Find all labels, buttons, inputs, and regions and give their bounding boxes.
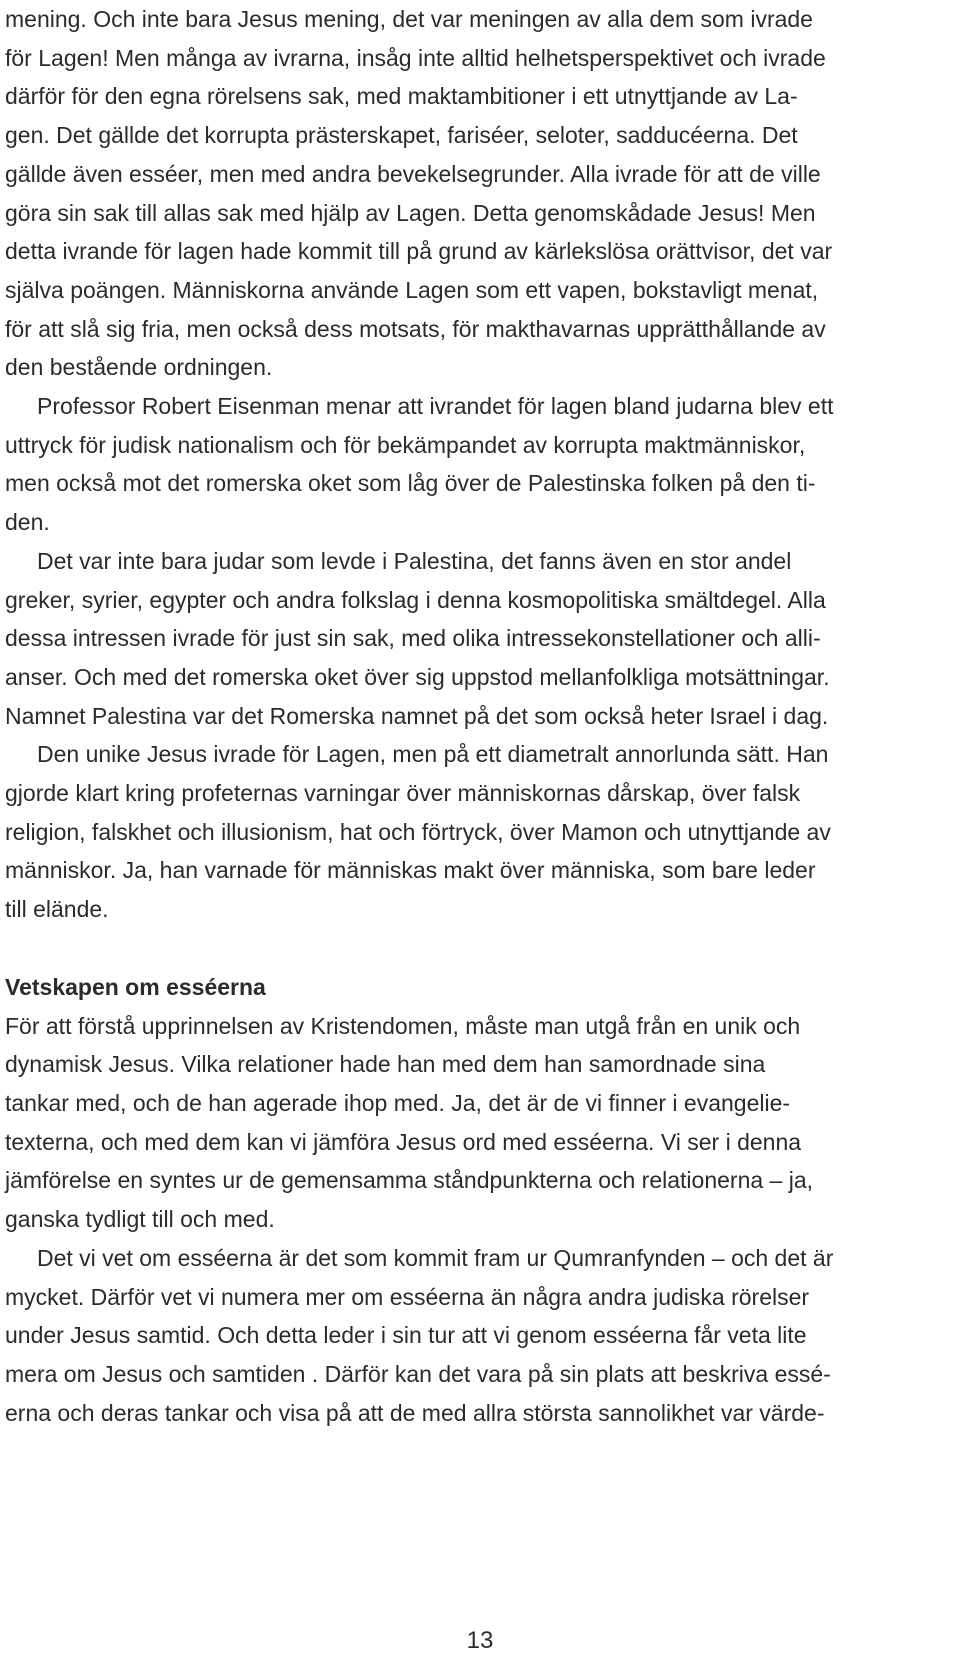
text-line: människor. Ja, han varnade för människas makt över människa, som bare leder xyxy=(5,857,816,884)
paragraph xyxy=(5,387,955,542)
text-line: men också mot det romerska oket som låg över de Palestinska folken på den ti- xyxy=(5,470,816,497)
body-text-bottom xyxy=(5,1007,955,1433)
section-gap xyxy=(5,929,955,968)
paragraph xyxy=(5,735,955,929)
text-line: För att förstå upprinnelsen av Kristendomen, måste man utgå från en unik och xyxy=(5,1012,801,1039)
text-line: själva poängen. Människorna använde Lagen som ett vapen, bokstavligt menat, xyxy=(5,276,819,303)
body-text-top xyxy=(5,0,955,929)
text-line: anser. Och med det romerska oket över sig uppstod mellanfolkliga motsättningar. xyxy=(5,663,830,690)
text-line: texterna, och med dem kan vi jämföra Jesus ord med esséerna. Vi ser i denna xyxy=(5,1128,802,1155)
text-line: detta ivrande för lagen hade kommit till på grund av kärlekslösa orättvisor, det var xyxy=(5,238,833,265)
text-line: till elände. xyxy=(5,896,109,923)
text-line: under Jesus samtid. Och detta leder i sin tur att vi genom esséerna får veta lite xyxy=(5,1322,807,1349)
text-line: Den unike Jesus ivrade för Lagen, men på ett diametralt annorlunda sätt. Han xyxy=(37,741,829,768)
text-line: Professor Robert Eisenman menar att ivrandet för lagen bland judarna blev ett xyxy=(37,393,834,420)
text-line: Det var inte bara judar som levde i Palestina, det fanns även en stor andel xyxy=(37,547,792,574)
text-line: tankar med, och de han agerade ihop med. Ja, det är de vi finner i evangelie- xyxy=(5,1089,791,1116)
text-line: gjorde klart kring profeternas varningar över människornas dårskap, över falsk xyxy=(5,780,801,807)
text-line: ganska tydligt till och med. xyxy=(5,1206,275,1233)
text-line: mycket. Därför vet vi numera mer om esséerna än några andra judiska rörelser xyxy=(5,1283,810,1310)
document-page xyxy=(5,0,955,1432)
page-number: 13 xyxy=(466,1627,494,1654)
text-line: den. xyxy=(5,509,50,536)
text-line: Namnet Palestina var det Romerska namnet på det som också heter Israel i dag. xyxy=(5,702,829,729)
text-line: därför för den egna rörelsens sak, med maktambitioner i ett utnyttjande av La- xyxy=(5,83,798,110)
text-line: erna och deras tankar och visa på att de med allra största sannolikhet var värde- xyxy=(5,1399,825,1426)
text-line: religion, falskhet och illusionism, hat och förtryck, över Mamon och utnyttjande av xyxy=(5,818,831,845)
paragraph xyxy=(5,1007,955,1239)
text-line: gällde även esséer, men med andra bevekelsegrunder. Alla ivrade för att de ville xyxy=(5,160,821,187)
text-line: jämförelse en syntes ur de gemensamma ståndpunkterna och relationerna – ja, xyxy=(5,1167,814,1194)
text-line: för Lagen! Men många av ivrarna, insåg inte alltid helhetsperspektivet och ivrade xyxy=(5,44,826,71)
paragraph xyxy=(5,1239,955,1433)
text-line: Det vi vet om esséerna är det som kommit fram ur Qumranfynden – och det är xyxy=(37,1244,834,1271)
section-heading: Vetskapen om esséerna xyxy=(5,973,266,1000)
paragraph xyxy=(5,542,955,736)
text-line: dessa intressen ivrade för just sin sak, med olika intressekonstellationer och alli- xyxy=(5,625,821,652)
text-line: den bestående ordningen. xyxy=(5,354,273,381)
text-line: greker, syrier, egypter och andra folkslag i denna kosmopolitiska smältdegel. Alla xyxy=(5,586,826,613)
text-line: göra sin sak till allas sak med hjälp av Lagen. Detta genomskådade Jesus! Men xyxy=(5,199,816,226)
paragraph xyxy=(5,0,955,387)
text-line: mera om Jesus och samtiden . Därför kan det vara på sin plats att beskriva essé- xyxy=(5,1360,831,1387)
text-line: gen. Det gällde det korrupta prästerskapet, fariséer, seloter, sadducéerna. Det xyxy=(5,122,798,149)
text-line: dynamisk Jesus. Vilka relationer hade han med dem han samordnade sina xyxy=(5,1051,766,1078)
text-line: för att slå sig fria, men också dess motsats, för makthavarnas upprätthållande av xyxy=(5,315,826,342)
text-line: uttryck för judisk nationalism och för bekämpandet av korrupta maktmänniskor, xyxy=(5,431,806,458)
text-line: mening. Och inte bara Jesus mening, det var meningen av alla dem som ivrade xyxy=(5,6,813,32)
